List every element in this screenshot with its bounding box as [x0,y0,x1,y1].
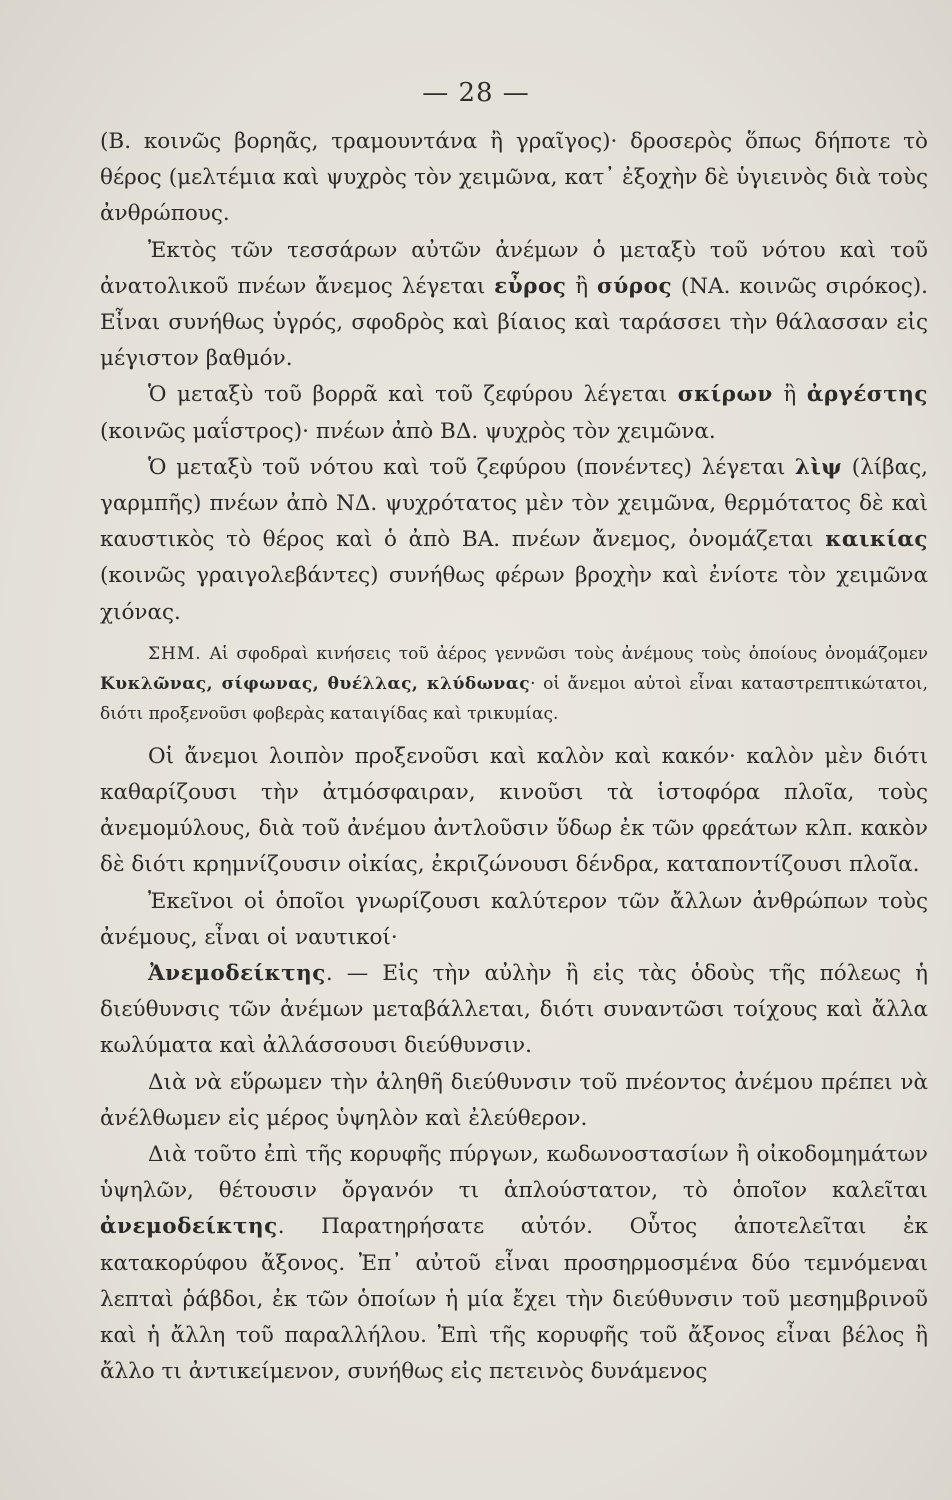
note-label: ΣΗΜ. [148,643,202,664]
page-number: — 28 — [422,78,530,108]
emphasized-term: λὶψ [794,454,843,480]
text-run: Ἐκτὸς τῶν τεσσάρων αὐτῶν ἀνέμων ὁ μεταξὺ τοῦ νότου καὶ τοῦ ἀνατολικοῦ πνέων ἄνεμος λέγεται [100,237,928,299]
text-paragraph [100,956,928,1065]
text-run: Διὰ νὰ εὕρωμεν τὴν ἀληθῆ διεύθυνσιν τοῦ πνέοντος ἀνέμου πρέπει νὰ ἀνέλθωμεν εἰς μέρος ὑψηλὸν καὶ ἐλεύθερον. [100,1069,928,1131]
emphasized-term: εὖρος [494,273,567,299]
text-run: (ΝΑ. κοινῶς σιρόκος). Εἶναι συνήθως ὑγρός, σφοδρὸς καὶ βίαιος καὶ ταράσσει τὴν θάλασσαν εἰς μέγιστον βαθμόν. [100,273,928,372]
text-run: (κοινῶς μαΐστρος)· πνέων ἀπὸ ΒΔ. ψυχρὸς τὸν χειμῶνα. [100,418,716,444]
text-paragraph [100,1137,928,1390]
text-paragraph [100,377,928,449]
text-run: Αἱ σφοδραὶ κινήσεις τοῦ ἀέρος γεννῶσι τοὺς ἀνέμους τοὺς ὁποίους ὀνομάζομεν [201,643,928,664]
text-paragraph [100,233,928,378]
text-run: Ἐκεῖνοι οἱ ὁποῖοι γνωρίζουσι καλύτερον τῶν ἄλλων ἀνθρώπων τοὺς ἀνέμους, εἶναι οἱ ναυτικοί· [100,888,928,950]
emphasized-term: ἀνεμοδείκτης [100,1214,278,1240]
emphasized-term: καικίας [825,527,928,553]
text-paragraph [100,739,928,884]
emphasized-term: σκίρων [677,382,773,408]
text-run: Ὁ μεταξὺ τοῦ νότου καὶ τοῦ ζεφύρου (πονέντες) λέγεται [148,454,795,480]
footnote-paragraph [100,639,928,729]
text-run: · οἱ ἄνεμοι αὐτοὶ εἶναι καταστρεπτικώτατοι, διότι προξενοῦσι φοβερὰς καταιγίδας καὶ τρικυμίας. [100,673,929,724]
text-run: Ὁ μεταξὺ τοῦ βορρᾶ καὶ τοῦ ζεφύρου λέγεται [148,382,678,408]
emphasized-term: σύρος [597,273,673,299]
text-paragraph [100,450,928,631]
emphasized-term: ἀργέστης [806,382,928,408]
text-run: (λίβας, γαρμπῆς) πνέων ἀπὸ ΝΔ. ψυχρότατος μὲν τὸν χειμῶνα, θερμότατος δὲ καὶ καυστικὸς τὸ θέρος καὶ ὁ ἀπὸ ΒΑ. πνέων ἄνεμος, ὀνομάζεται [100,454,929,553]
text-paragraph [100,1065,928,1137]
emphasized-term: Ἀνεμοδείκτης [148,961,326,987]
text-run: ἢ [772,382,807,408]
text-paragraph [100,124,928,233]
text-run: (κοινῶς γραιγολεβάντες) συνήθως φέρων βροχὴν καὶ ἐνίοτε τὸν χειμῶνα χιόνας. [100,563,928,625]
text-run: Οἱ ἄνεμοι λοιπὸν προξενοῦσι καὶ καλὸν καὶ κακόν· καλὸν μὲν διότι καθαρίζουσι τὴν ἀτμόσφαιραν, κινοῦσι τὰ ἱστοφόρα πλοῖα, τοὺς ἀνεμομύλους, διὰ τοῦ ἀνέμου ἀντλοῦσιν ὕδωρ ἐκ τῶν φρεάτων κλπ. κακὸν δὲ διότι κρημνίζουσιν οἰκίας, ἐκριζώνουσι δένδρα, καταποντίζουσι πλοῖα. [100,743,928,878]
text-run: ἢ [566,273,598,299]
text-run: . Παρατηρήσατε αὐτόν. Οὗτος ἀποτελεῖται ἐκ κατακορύφου ἄξονος. Ἐπ᾽ αὐτοῦ εἶναι προσηρμοσμένα δύο τεμνόμεναι λεπταὶ ῥάβδοι, ἐκ τῶν ὁποίων ἡ μία ἔχει τὴν διεύθυνσιν τοῦ μεσημβρινοῦ καὶ ἡ ἄλλη τοῦ παραλλήλου. Ἐπὶ τῆς κορυφῆς τοῦ ἄξονος εἶναι βέλος ἢ ἄλλο τι ἀντικείμενον, συνήθως εἰς πετεινὸς δυνάμενος [100,1214,928,1385]
body-text [100,124,928,1391]
text-run: . — Εἰς τὴν αὐλὴν ἢ εἰς τὰς ὁδοὺς τῆς πόλεως ἡ διεύθυνσις τῶν ἀνέμων μεταβάλλεται, διότι συναντῶσι τοίχους καὶ ἄλλα κωλύματα καὶ ἀλλάσσουσι διεύθυνσιν. [100,961,928,1059]
text-run: (Β. κοινῶς βορηᾶς, τραμουντάνα ἢ γραῖγος)· δροσερὸς ὅπως δήποτε τὸ θέρος (μελτέμια καὶ ψυχρὸς τὸν χειμῶνα, κατ᾽ ἐξοχὴν δὲ ὑγιεινὸς διὰ τοὺς ἀνθρώπους. [100,129,928,227]
text-paragraph [100,884,928,956]
emphasized-term: Κυκλῶνας, σίφωνας, θυέλλας, κλύδωνας [100,673,531,694]
text-run: Διὰ τοῦτο ἐπὶ τῆς κορυφῆς πύργων, κωδωνοστασίων ἢ οἰκοδομημάτων ὑψηλῶν, θέτουσιν ὄργανόν τι ἁπλούστατον, τὸ ὁποῖον καλεῖται [100,1142,928,1204]
